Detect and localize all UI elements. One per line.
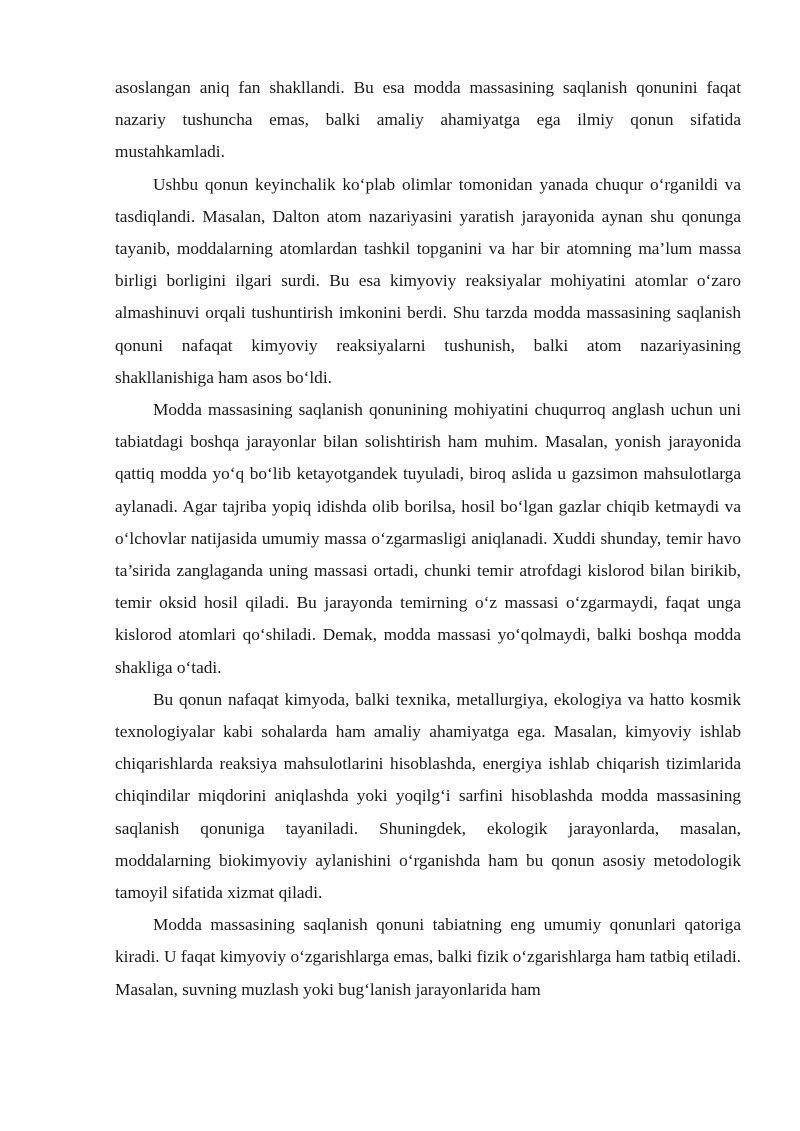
paragraph-universal-law: Modda massasining saqlanish qonuni tabiatning eng umumiy qonunlari qatoriga kiradi. U faqat kimyoviy o‘zgarishlarga emas, balki fizik o‘zgarishlarga ham tatbiq etiladi. Masalan, suvning muzlash yoki bug‘lanish jarayonlarida ham bbox=[115, 915, 741, 999]
document-page bbox=[115, 72, 741, 1006]
paragraph-dalton-atomic-theory: Ushbu qonun keyinchalik ko‘plab olimlar tomonidan yanada chuqur o‘rganildi va tasdiqlandi. Masalan, Dalton atom nazariyasini yaratish jarayonida aynan shu qonunga tayanib, moddalarning atomlardan tashkil topganini va har bir atomning ma’lum massa birligi borligini ilgari surdi. Bu esa kimyoviy reaksiyalar mohiyatini atomlar o‘zaro almashinuvi orqali tushuntirish imkonini berdi. Shu tarzda modda massasining saqlanish qonuni nafaqat kimyoviy reaksiyalarni tushunish, balki atom nazariyasining shakllanishiga ham asos bo‘ldi. bbox=[115, 174, 741, 387]
paragraph-practical-applications: Bu qonun nafaqat kimyoda, balki texnika, metallurgiya, ekologiya va hatto kosmik texnologiyalar kabi sohalarda ham amaliy ahamiyatga ega. Masalan, kimyoviy ishlab chiqarishlarda reaksiya mahsulotlarini hisoblashda, energiya ishlab chiqarish tizimlarida chiqindilar miqdorini aniqlashda yoki yoqilg‘i sarfini hisoblashda modda massasining saqlanish qonuniga tayaniladi. Shuningdek, ekologik jarayonlarda, masalan, moddalarning biokimyoviy aylanishini o‘rganishda ham bu qonun asosiy metodologik tamoyil sifatida xizmat qiladi. bbox=[115, 689, 741, 903]
paragraph-combustion-rusting: Modda massasining saqlanish qonunining mohiyatini chuqurroq anglash uchun uni tabiatdagi boshqa jarayonlar bilan solishtirish ham muhim. Masalan, yonish jarayonida qattiq modda yo‘q bo‘lib ketayotgandek tuyuladi, biroq aslida u gazsimon mahsulotlarga aylanadi. Agar tajriba yopiq idishda olib borilsa, hosil bo‘lgan gazlar chiqib ketmaydi va o‘lchovlar natijasida umumiy massa o‘zgarmasligi aniqlanadi. Xuddi shunday, temir havo ta’sirida zanglaganda uning massasi ortadi, chunki temir atrofdagi kislorod bilan birikib, temir oksid hosil qiladi. Bu jarayonda temirning o‘z massasi o‘zgarmaydi, faqat unga kislorod atomlari qo‘shiladi. Demak, modda massasi yo‘qolmaydi, balki boshqa modda shakliga o‘tadi. bbox=[115, 400, 741, 677]
paragraph-continuation: asoslangan aniq fan shakllandi. Bu esa modda massasining saqlanish qonunini faqat nazariy tushuncha emas, balki amaliy ahamiyatga ega ilmiy qonun sifatida mustahkamladi. bbox=[115, 78, 741, 162]
